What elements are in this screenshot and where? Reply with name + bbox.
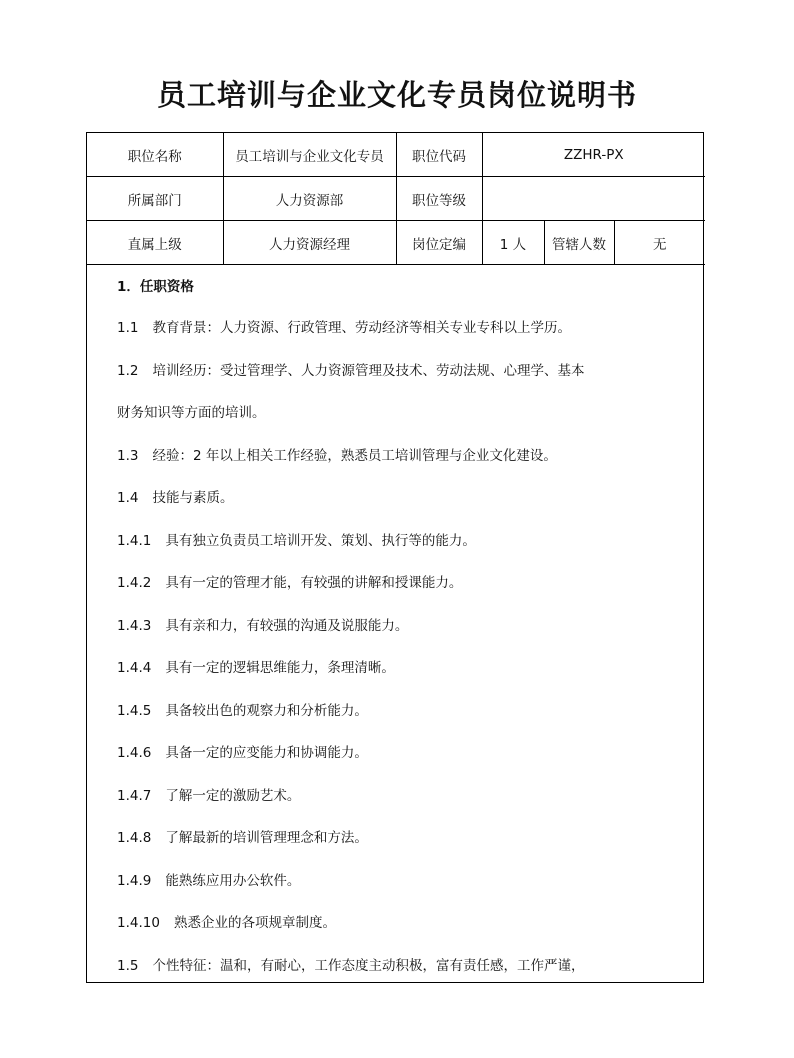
- item-text: 技能与素质。: [152, 490, 234, 506]
- position-code-value: ZZHR-PX: [482, 133, 705, 177]
- list-item: [117, 350, 673, 393]
- item-text: 个性特征：温和，有耐心，工作态度主动积极，富有责任感，工作严谨，: [152, 957, 585, 974]
- position-name-value: 员工培训与企业文化专员: [223, 133, 396, 177]
- list-item: [117, 902, 673, 945]
- document-title: 员工培训与企业文化专员岗位说明书: [156, 78, 637, 112]
- list-item: [117, 817, 673, 860]
- position-code-label: 职位代码: [396, 133, 482, 177]
- item-text: 熟悉企业的各项规章制度。: [173, 915, 336, 931]
- table-row: [87, 221, 705, 265]
- headcount-value: 1 人: [482, 221, 544, 265]
- item-text: 具有一定的逻辑思维能力，条理清晰。: [165, 660, 395, 676]
- item-text: 经验：2 年以上相关工作经验，熟悉员工培训管理与企业文化建设。: [152, 447, 557, 464]
- list-item: [117, 775, 673, 818]
- item-text: 了解最新的培训管理理念和方法。: [165, 830, 368, 846]
- list-item-continuation: [117, 392, 673, 435]
- item-text: 具备一定的应变能力和协调能力。: [165, 745, 368, 761]
- superior-value: 人力资源经理: [223, 221, 396, 265]
- item-number: 1.4.6: [117, 745, 152, 761]
- managed-count-label: 管辖人数: [544, 221, 614, 265]
- item-number: 1.4.2: [117, 575, 152, 591]
- list-item: [117, 732, 673, 775]
- level-value: [482, 177, 705, 221]
- item-number: 1.4.3: [117, 617, 152, 634]
- item-text: 财务知识等方面的培训。: [117, 405, 266, 421]
- item-text: 具有独立负责员工培训开发、策划、执行等的能力。: [165, 532, 476, 549]
- position-info-table: [87, 133, 705, 265]
- position-name-label: 职位名称: [87, 133, 223, 177]
- list-item: [117, 860, 673, 903]
- department-label: 所属部门: [87, 177, 223, 221]
- item-number: 1.5: [117, 957, 139, 974]
- item-number: 1.4.4: [117, 660, 152, 676]
- item-text: 具备较出色的观察力和分析能力。: [165, 702, 368, 719]
- item-text: 具有一定的管理才能，有较强的讲解和授课能力。: [165, 575, 463, 591]
- list-item: [117, 307, 673, 350]
- qualifications-section: [87, 265, 703, 987]
- level-label: 职位等级: [396, 177, 482, 221]
- item-number: 1.4.7: [117, 787, 152, 804]
- list-item: [117, 605, 673, 648]
- managed-count-value: 无: [614, 221, 705, 265]
- section-heading: 1．任职资格: [117, 279, 194, 295]
- item-number: 1.4: [117, 490, 139, 506]
- item-text: 具有亲和力，有较强的沟通及说服能力。: [165, 617, 409, 634]
- superior-label: 直属上级: [87, 221, 223, 265]
- table-row: [87, 177, 705, 221]
- list-item: [117, 690, 673, 733]
- item-number: 1.3: [117, 447, 139, 464]
- list-item: [117, 562, 673, 605]
- list-item: [117, 647, 673, 690]
- item-text: 了解一定的激励艺术。: [165, 787, 301, 804]
- item-number: 1.2: [117, 362, 139, 379]
- item-text: 能熟练应用办公软件。: [165, 872, 301, 889]
- list-item: [117, 520, 673, 563]
- item-number: 1.4.1: [117, 532, 152, 549]
- item-number: 1.4.9: [117, 872, 152, 889]
- item-number: 1.4.10: [117, 915, 160, 931]
- job-description-sheet: [86, 132, 704, 983]
- item-number: 1.1: [117, 320, 139, 336]
- list-item: [117, 477, 673, 520]
- department-value: 人力资源部: [223, 177, 396, 221]
- list-item: [117, 435, 673, 478]
- headcount-label: 岗位定编: [396, 221, 482, 265]
- item-number: 1.4.5: [117, 702, 152, 719]
- list-item: [117, 945, 673, 988]
- table-row: [87, 133, 705, 177]
- item-number: 1.4.8: [117, 830, 152, 846]
- item-text: 教育背景：人力资源、行政管理、劳动经济等相关专业专科以上学历。: [152, 320, 571, 336]
- item-text: 培训经历：受过管理学、人力资源管理及技术、劳动法规、心理学、基本: [152, 362, 585, 379]
